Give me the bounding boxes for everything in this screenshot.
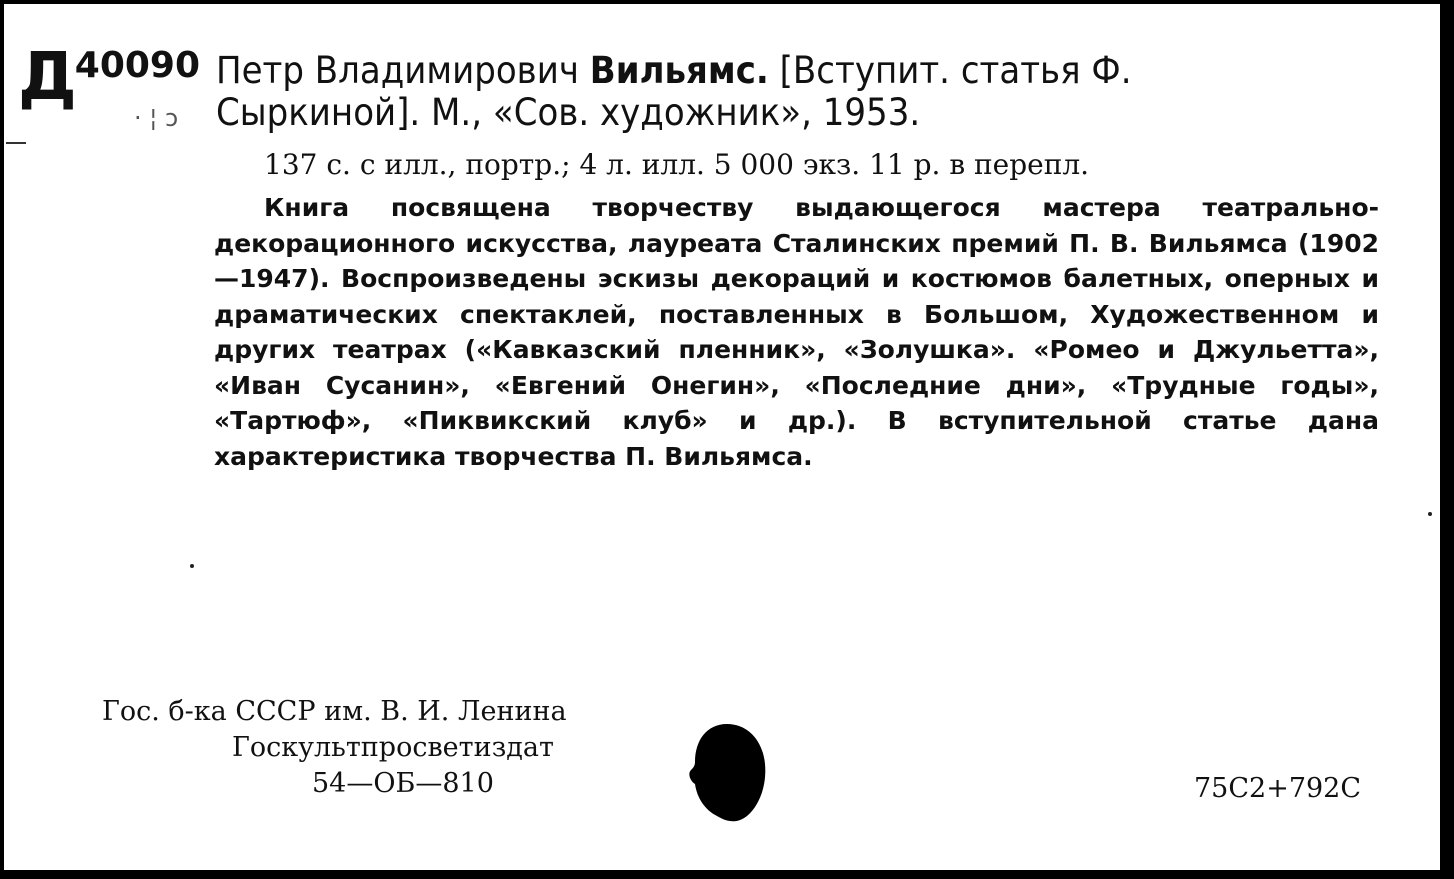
bibliographic-entry [216,50,1283,134]
classification-index: 75С2+792С [1194,773,1362,804]
ink-blot-stamp [687,722,767,824]
annotation-text: Книга посвящена творчеству выдающегося мастера театрально-декорационного искусства, лауреата Сталинских премий П. В. Вильямса (1902—1947). Воспроизведены эскизы декораций и костюмов балетных, оперных и драматических спектаклей, поставленных в Большом, Художественном и других театрах («Кавказский пленник», «Золушка». «Ромео и Джульетта», «Иван Сусанин», «Евгений Онегин», «Последние дни», «Трудные годы», «Тартюф», «Пиквикский клуб» и др.). В вступительной статье дана характеристика творчества П. Вильямса. [214,193,1379,471]
physical-description: 137 с. с илл., портр.; 4 л. илл. 5 000 экз. 11 р. в перепл. [264,148,1090,181]
shelfmark [18,38,201,115]
book-title: Вильямс. [589,49,769,92]
shelfmark-letter: Д [18,38,77,115]
margin-mark [6,142,26,144]
publisher-name: Госкультпросветиздат [232,732,554,763]
speck [1428,512,1432,516]
shelfmark-smudge: · ¦ ɔ [134,104,179,132]
catalog-card [4,4,1440,870]
shelfmark-number: 40090 [74,45,201,86]
library-name: Гос. б-ка СССР им. В. И. Ленина [102,696,567,727]
card-number: 54—ОБ—810 [312,768,494,799]
author-name: Петр Владимирович [216,49,590,92]
imprint: [Вступит. статья Ф. Сыркиной]. М., «Сов. художник», 1953. [216,49,1132,134]
speck [190,564,194,568]
footer-imprint [102,694,567,802]
